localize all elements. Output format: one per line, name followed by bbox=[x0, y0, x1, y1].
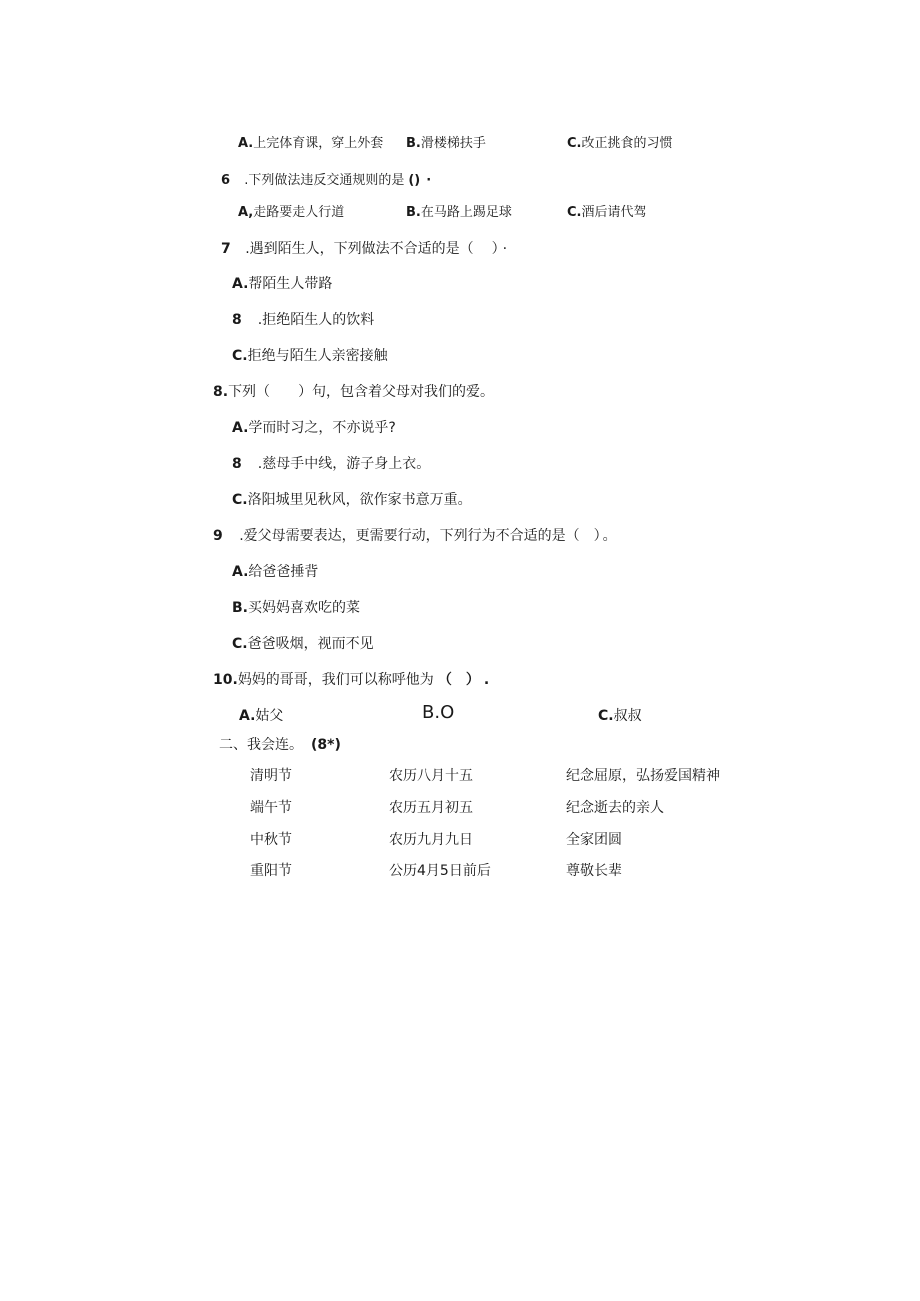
answer-open-paren: （ bbox=[437, 672, 452, 688]
q5-option-b bbox=[406, 137, 486, 150]
option-text: .慈母手中线，游子身上衣。 bbox=[257, 456, 431, 472]
match-festival-4: 重阳节 bbox=[250, 863, 292, 879]
q8-option-c bbox=[232, 493, 472, 507]
option-label: C. bbox=[232, 348, 248, 364]
option-text: 帮陌生人带路 bbox=[248, 276, 333, 292]
option-text: 酒后请代驾 bbox=[581, 205, 647, 220]
q5-option-c bbox=[567, 137, 673, 150]
q7-option-b bbox=[232, 313, 374, 327]
q10-option-b bbox=[422, 704, 454, 722]
q6-stem bbox=[221, 174, 431, 187]
question-end-mark: · bbox=[426, 173, 432, 188]
q6-option-c bbox=[567, 206, 647, 219]
match-date-3: 农历九月九日 bbox=[389, 832, 473, 848]
option-text: 买妈妈喜欢吃的菜 bbox=[248, 600, 360, 616]
match-date-2: 农历五月初五 bbox=[389, 800, 473, 816]
q10-option-c bbox=[598, 709, 642, 723]
question-number: 10. bbox=[213, 672, 238, 688]
option-label: A, bbox=[238, 205, 254, 220]
q8-stem bbox=[213, 385, 494, 399]
option-text: 学而时习之，不亦说乎? bbox=[248, 420, 396, 436]
match-date-1: 农历八月十五 bbox=[389, 768, 473, 784]
section-score: (8*) bbox=[311, 737, 341, 753]
option-text: 洛阳城里见秋风，欲作家书意万重。 bbox=[247, 492, 472, 508]
option-text: 上完体育课，穿上外套 bbox=[253, 136, 384, 151]
q7-option-a bbox=[232, 277, 332, 291]
option-text: 拒绝与陌生人亲密接触 bbox=[247, 348, 388, 364]
question-text: 妈妈的哥哥，我们可以称呼他为 bbox=[237, 672, 434, 688]
q9-option-c bbox=[232, 637, 374, 651]
option-label: B. bbox=[232, 600, 248, 616]
question-end-mark: 。 bbox=[602, 528, 617, 544]
option-text: 滑楼梯扶手 bbox=[420, 136, 486, 151]
match-meaning-1: 纪念屈原，弘扬爱国精神 bbox=[566, 768, 720, 784]
option-label: 8 bbox=[232, 456, 242, 472]
q7-stem bbox=[221, 242, 507, 256]
option-label: C. bbox=[232, 636, 248, 652]
q6-option-a bbox=[238, 206, 344, 219]
question-text: 下列（ bbox=[228, 384, 271, 400]
option-text: 爸爸吸烟，视而不见 bbox=[247, 636, 374, 652]
q8-option-b bbox=[232, 457, 430, 471]
question-number: 8. bbox=[213, 384, 229, 400]
match-festival-3: 中秋节 bbox=[250, 832, 292, 848]
q9-stem bbox=[213, 529, 617, 543]
option-label: A. bbox=[232, 420, 249, 436]
option-label: 8 bbox=[232, 312, 242, 328]
question-number: 7 bbox=[221, 241, 231, 257]
q7-option-c bbox=[232, 349, 388, 363]
option-text: 走路要走人行道 bbox=[253, 205, 345, 220]
question-text: .下列做法违反交通规则的是 bbox=[244, 173, 405, 188]
question-number: 9 bbox=[213, 528, 223, 544]
option-text: 叔叔 bbox=[613, 708, 642, 724]
q10-stem bbox=[213, 673, 489, 687]
answer-close-paren: ） bbox=[465, 672, 480, 688]
match-festival-1: 清明节 bbox=[250, 768, 292, 784]
option-label: C. bbox=[598, 708, 614, 724]
question-text-rest: ）句，包含着父母对我们的爱。 bbox=[298, 384, 495, 400]
q6-option-b bbox=[406, 206, 512, 219]
question-end-mark: · bbox=[502, 241, 508, 257]
match-date-4: 公历4月5日前后 bbox=[389, 863, 491, 879]
option-text: 姑父 bbox=[255, 708, 284, 724]
option-label: A. bbox=[232, 276, 249, 292]
option-label: B. bbox=[406, 205, 421, 220]
q9-option-a bbox=[232, 565, 318, 579]
question-text: .遇到陌生人，下列做法不合适的是（ bbox=[245, 241, 474, 257]
q9-option-b bbox=[232, 601, 360, 615]
option-text: .拒绝陌生人的饮料 bbox=[257, 312, 375, 328]
match-meaning-4: 尊敬长辈 bbox=[566, 863, 622, 879]
option-label: C. bbox=[567, 136, 582, 151]
answer-close-paren: ） bbox=[593, 528, 601, 544]
option-text: B.O bbox=[422, 702, 455, 723]
q8-option-a bbox=[232, 421, 396, 435]
match-meaning-2: 纪念逝去的亲人 bbox=[566, 800, 664, 816]
match-meaning-3: 全家团圆 bbox=[566, 832, 622, 848]
option-label: A. bbox=[239, 708, 256, 724]
answer-blank: () bbox=[408, 173, 421, 188]
option-text: 在马路上踢足球 bbox=[420, 205, 512, 220]
question-number: 6 bbox=[221, 173, 231, 188]
option-label: A. bbox=[238, 136, 254, 151]
q10-option-a bbox=[239, 709, 283, 723]
q5-option-a bbox=[238, 137, 383, 150]
section-title-text: 二、我会连。 bbox=[219, 737, 303, 753]
question-text: .爱父母需要表达，更需要行动，下列行为不合适的是（ bbox=[239, 528, 580, 544]
section-2-title bbox=[219, 738, 341, 752]
option-label: A. bbox=[232, 564, 249, 580]
option-label: C. bbox=[232, 492, 248, 508]
option-label: C. bbox=[567, 205, 582, 220]
option-text: 给爸爸捶背 bbox=[248, 564, 319, 580]
option-text: 改正挑食的习惯 bbox=[581, 136, 673, 151]
option-label: B. bbox=[406, 136, 421, 151]
match-festival-2: 端午节 bbox=[250, 800, 292, 816]
question-end-mark: . bbox=[483, 672, 490, 688]
answer-close-paren: ） bbox=[491, 241, 499, 257]
